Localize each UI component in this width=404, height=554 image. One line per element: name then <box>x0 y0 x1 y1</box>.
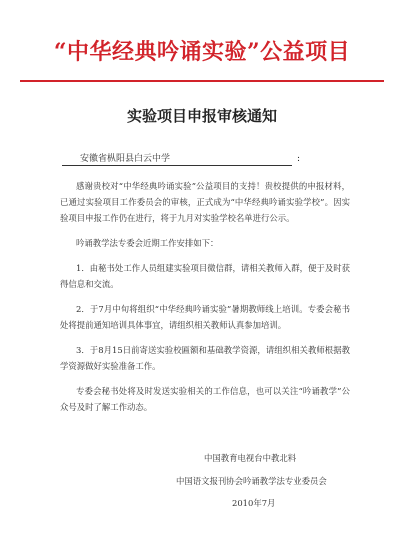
paragraph-intro: 感谢贵校对“中华经典吟诵实验”公益项目的支持！贵校提供的申报材料，已通过实验项目工作委员会的审核，正式成为“中华经典吟诵实验学校”。因实验项目申报工作仍在进行，将于九月对实验学校名单进行公示。 <box>60 181 350 223</box>
paragraph-item-1: 1．由秘书处工作人员组建实验项目微信群，请相关教师入群，便于及时获得信息和交流。 <box>60 263 350 289</box>
signatory-2: 中国语文报刊协会吟诵教学法专业委员会 <box>176 476 327 486</box>
notice-body <box>60 178 350 424</box>
signature-date: 2010年7月 <box>232 498 276 508</box>
notice-title: 实验项目申报审核通知 <box>126 107 277 125</box>
paragraph-closing: 专委会秘书处将及时发送实验相关的工作信息，也可以关注“吟诵教学”公众号及时了解工作动态。 <box>60 386 350 412</box>
signatory-1: 中国教育电视台中教北料 <box>204 453 297 463</box>
addressee-colon: : <box>296 154 300 164</box>
paragraph-arrangements-heading: 吟诵教学法专委会近期工作安排如下： <box>76 238 219 248</box>
main-title: “中华经典吟诵实验”公益项目 <box>53 39 351 65</box>
title-divider <box>20 80 384 82</box>
addressee-line <box>62 153 300 166</box>
paragraph-item-3: 3．于8月15日前寄送实验校匾额和基础教学资源，请组织相关教师根据教学资源做好实验准备工作。 <box>60 345 350 371</box>
addressee-name: 安徽省枞阳县白云中学 <box>80 154 171 164</box>
paragraph-item-2: 2．于7月中旬将组织“中华经典吟诵实验”暑期教师线上培训。专委会秘书处将提前通知培训具体事宜，请组织相关教师认真参加培训。 <box>60 304 350 330</box>
